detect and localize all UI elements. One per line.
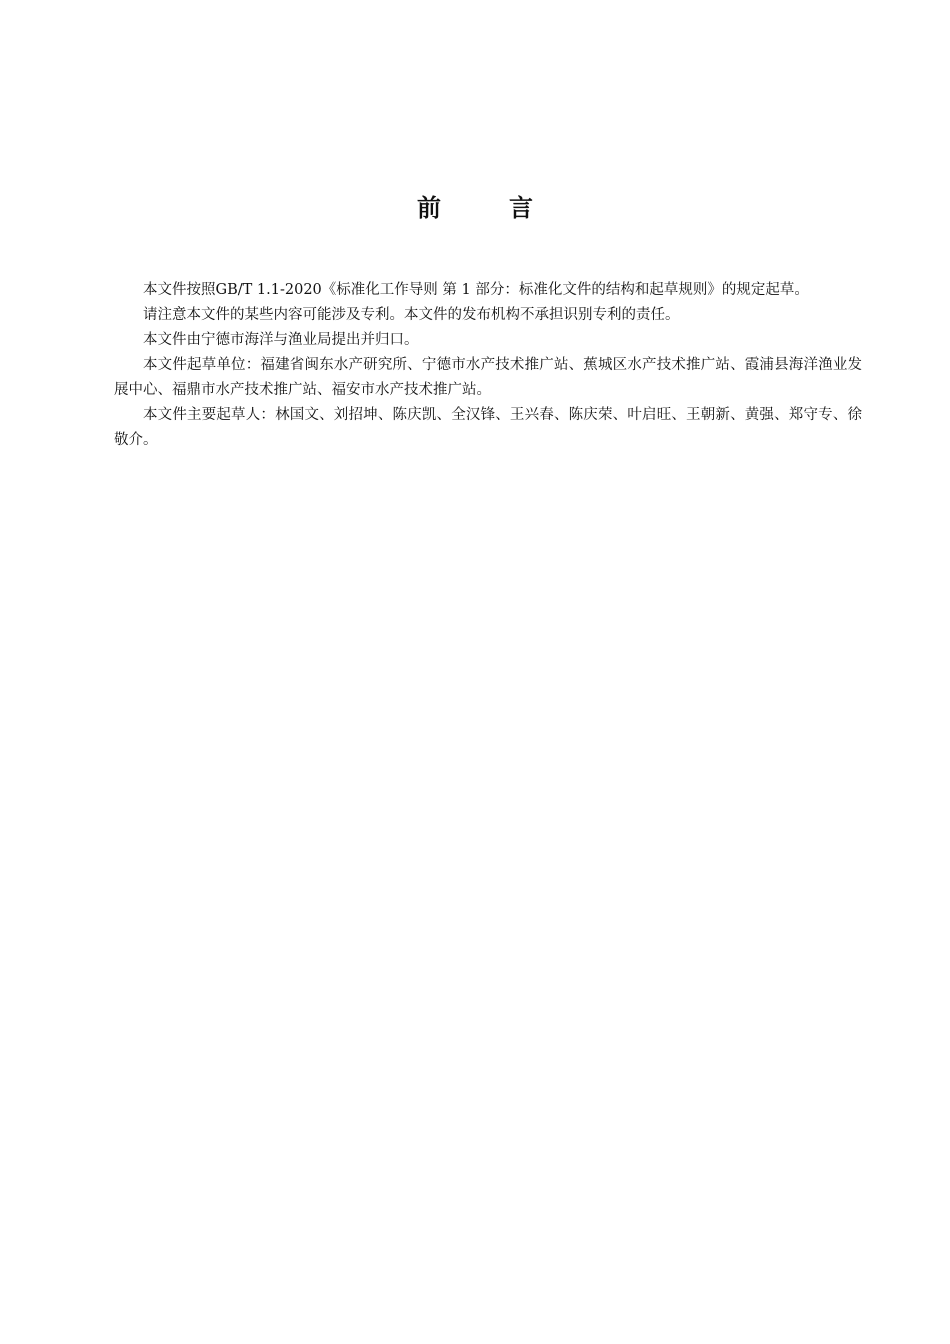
paragraph-patent-notice: 请注意本文件的某些内容可能涉及专利。本文件的发布机构不承担识别专利的责任。 xyxy=(143,307,680,323)
paragraph-drafting-units: 本文件起草单位：福建省闽东水产研究所、宁德市水产技术推广站、蕉城区水产技术推广站、霞浦县海洋渔业发展中心、福鼎市水产技术推广站、福安市水产技术推广站。 xyxy=(114,357,862,398)
paragraph-proposer: 本文件由宁德市海洋与渔业局提出并归口。 xyxy=(143,332,419,348)
paragraph-drafters: 本文件主要起草人：林国文、刘招坤、陈庆凯、全汉锋、王兴春、陈庆荣、叶启旺、王朝新、黄强、郑守专、徐敬介。 xyxy=(114,407,862,448)
paragraph-drafting-rules: 本文件按照GB/T 1.1-2020《标准化工作导则 第 1 部分：标准化文件的结构和起草规则》的规定起草。 xyxy=(143,282,809,298)
page-title: 前 言 xyxy=(417,194,555,222)
foreword-body xyxy=(114,278,862,453)
